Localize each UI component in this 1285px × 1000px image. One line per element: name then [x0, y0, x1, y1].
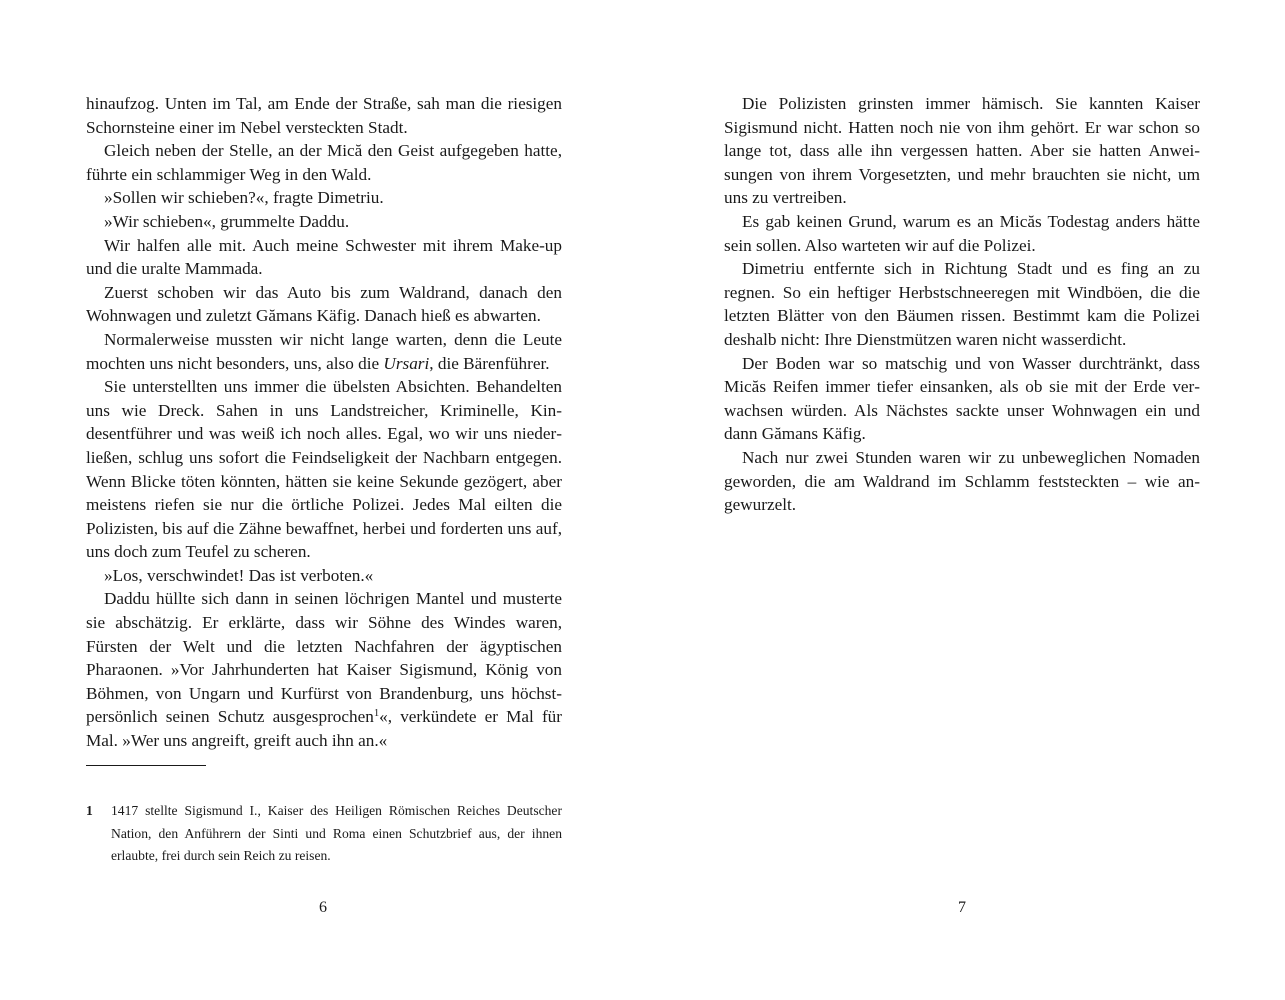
- paragraph: [86, 281, 562, 328]
- paragraph: [724, 352, 1200, 446]
- paragraph-text: »Wir schieben«, grummelte Daddu.: [104, 211, 350, 231]
- footnote-text: 1417 stellte Sigismund I., Kaiser des Heiligen Römischen Reiches Deutscher Nation, den Anführern der Sinti und Roma einen Schutzbrief aus, der ihnen erlaubte, frei durch sein Reich zu reisen.: [111, 803, 562, 863]
- left-body-text: [86, 92, 562, 753]
- footnote: [86, 800, 562, 868]
- paragraph-text: Gleich neben der Stelle, an der Mică den Geist aufgegeben hatte, führte ein schlammiger Weg in den Wald.: [86, 141, 562, 184]
- footnote-number: 1: [86, 803, 93, 818]
- footnote-reference: 1: [373, 708, 380, 720]
- paragraph: [86, 92, 562, 139]
- paragraph-text: Zuerst schoben wir das Auto bis zum Waldrand, danach den Wohnwagen und zuletzt Gămans Käfig. Danach hieß es abwarten.: [86, 282, 562, 326]
- paragraph: [86, 139, 562, 186]
- paragraph: [86, 210, 562, 234]
- paragraph: [724, 92, 1200, 210]
- paragraph: [86, 375, 562, 564]
- left-page: [0, 0, 642, 1000]
- paragraph-text: «, verkündete er Mal für Mal. »Wer uns angreift, greift auch ihn an.«: [86, 707, 562, 751]
- paragraph-text: Es gab keinen Grund, warum es an Micăs Todestag anders hätte sein sollen. Also warteten wir auf die Polizei.: [724, 211, 1200, 255]
- italic-text: Ursari: [383, 353, 430, 373]
- right-body-text: [724, 92, 1200, 517]
- paragraph-text: »Sollen wir schieben?«, fragte Dimetriu.: [104, 188, 384, 208]
- paragraph-text: hinaufzog. Unten im Tal, am Ende der Straße, sah man die riesigen Schornsteine einer im Nebel versteckten Stadt.: [86, 94, 562, 137]
- right-page: [642, 0, 1285, 1000]
- footnote-divider: [86, 765, 206, 766]
- paragraph: [86, 234, 562, 281]
- paragraph-text: »Los, verschwindet! Das ist verboten.«: [104, 565, 374, 585]
- page-number-right: 7: [958, 899, 966, 916]
- paragraph-text: Nach nur zwei Stunden waren wir zu unbeweglichen Nomaden geworden, die am Waldrand im Schlamm feststeckten – wie angewurzelt.: [724, 447, 1200, 515]
- paragraph-text: Der Boden war so matschig und von Wasser durchtränkt, dass Micăs Reifen immer tiefer einsanken, als ob sie mit der Erde verwachsen würden. Als Nächstes sackte unser Wohnwagen ein und dann Gămans Käfig.: [724, 353, 1200, 444]
- paragraph: [724, 446, 1200, 517]
- paragraph: [86, 328, 562, 375]
- paragraph-text: Die Polizisten grinsten immer hämisch. Sie kannten Kaiser Sigismund nicht. Hatten noch nie von ihm gehört. Er war schon so lange tot, dass alle ihn vergessen hatten. Aber sie hatten Anweisungen von ihrem Vorgesetzten, und mehr brauchten sie nicht, um uns zu vertreiben.: [724, 94, 1200, 208]
- paragraph-text: Daddu hüllte sich dann in seinen löchrigen Mantel und musterte sie abschätzig. Er erklärte, dass wir Söhne des Windes waren, Fürsten der Welt und die letzten Nachfahren der ägyptischen Pharaonen. »Vor Jahrhunderten hat Kaiser Sigismund, König von Böhmen, von Ungarn und Kurfürst von Brandenburg, uns höchstpersönlich seinen Schutz ausgesprochen: [86, 589, 562, 727]
- page-number-left: 6: [319, 899, 327, 916]
- paragraph-text: Sie unterstellten uns immer die übelsten Absichten. Behandelten uns wie Dreck. Sahen in uns Landstreicher, Kriminelle, Kindesentführer und was weiß ich noch alles. Egal, wo wir uns niederließen, schlug uns sofort die Feindseligkeit der Nachbarn entgegen. Wenn Blicke töten könnten, hätten sie keine Sekunde gezögert, aber meistens riefen sie nur die örtliche Polizei. Jedes Mal eilten die Polizisten, bis auf die Zähne bewaffnet, herbei und forderten uns auf, uns doch zum Teufel zu scheren.: [86, 377, 562, 562]
- paragraph-text: Dimetriu entfernte sich in Richtung Stadt und es fing an zu regnen. So ein heftiger Herbstschneeregen mit Windböen, die die letzten Blätter von den Bäumen rissen. Bestimmt kam die Polizei deshalb nicht: Ihre Dienstmützen waren nicht wasserdicht.: [724, 259, 1200, 349]
- paragraph: [86, 587, 562, 752]
- paragraph: [86, 186, 562, 210]
- paragraph-text: , die Bärenführer.: [429, 353, 550, 373]
- paragraph-text: Normalerweise mussten wir nicht lange warten, denn die Leute mochten uns nicht besonders, uns, also die: [86, 329, 562, 373]
- paragraph: [724, 210, 1200, 257]
- paragraph: [724, 257, 1200, 351]
- paragraph: [86, 564, 562, 588]
- paragraph-text: Wir halfen alle mit. Auch meine Schwester mit ihrem Make-up und die uralte Mammada.: [86, 235, 562, 279]
